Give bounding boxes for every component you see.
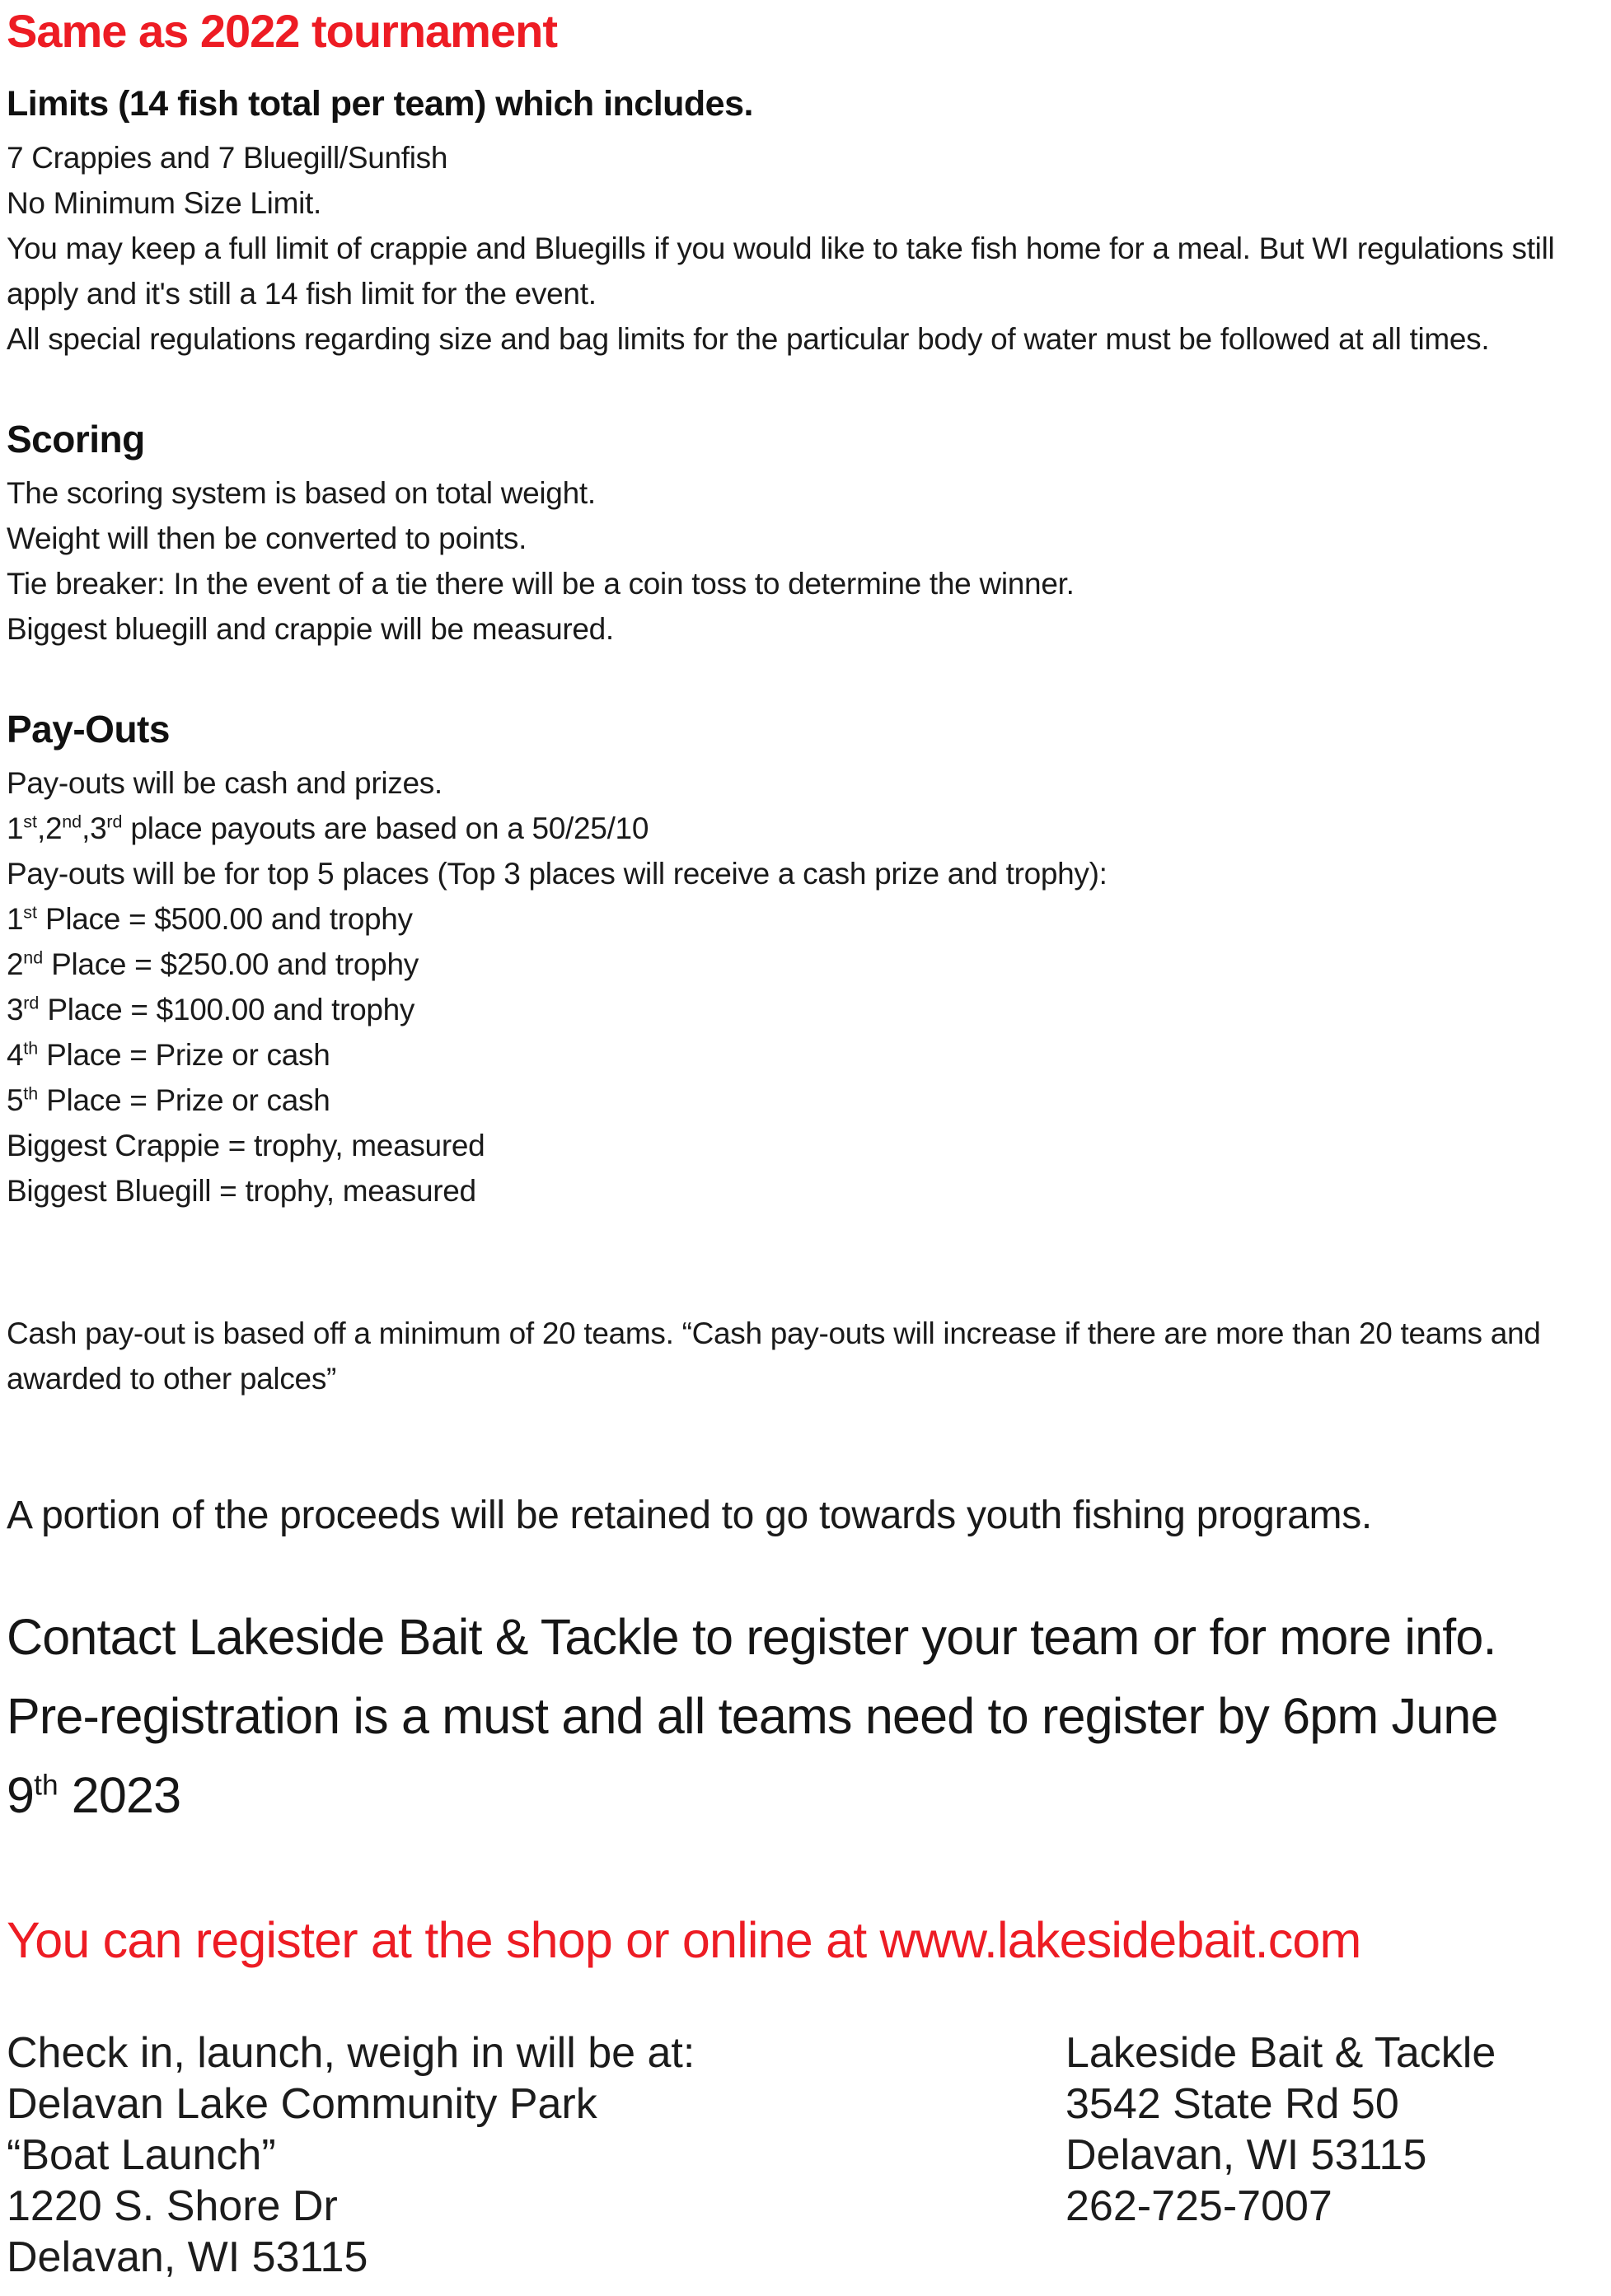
payout-line-cash-prizes: Pay-outs will be cash and prizes. (7, 766, 443, 800)
scoring-heading: Scoring (7, 418, 145, 461)
contact-registration-note: Contact Lakeside Bait & Tackle to register your team or for more info. Pre-registration is a must and all teams need to register by 6pm June 9th 2023 (7, 1609, 1498, 1823)
payout-line-4th: 4th Place = Prize or cash (7, 1038, 330, 1072)
payout-line-split: 1st,2nd,3rd place payouts are based on a 50/25/10 (7, 811, 649, 845)
payout-line-5th: 5th Place = Prize or cash (7, 1083, 330, 1117)
payout-line-1st: 1st Place = $500.00 and trophy (7, 902, 413, 936)
register-online-red-line: You can register at the shop or online at www.lakesidebait.com (7, 1912, 1361, 1968)
limits-line-regulations: All special regulations regarding size and bag limits for the particular body of water must be followed at all times. (7, 322, 1490, 356)
checkin-location-block (7, 2027, 1065, 2283)
proceeds-note: A portion of the proceeds will be retained to go towards youth fishing programs. (7, 1494, 1372, 1537)
checkin-line-intro: Check in, launch, weigh in will be at: (7, 2029, 695, 2077)
scoring-line-points: Weight will then be converted to points. (7, 521, 527, 555)
shop-address-block (1065, 2027, 1603, 2283)
checkin-line-park: Delavan Lake Community Park (7, 2080, 597, 2128)
limits-line-size: No Minimum Size Limit. (7, 186, 321, 220)
same-as-2022-heading: Same as 2022 tournament (7, 5, 557, 57)
payouts-heading: Pay-Outs (7, 708, 170, 751)
scoring-line-measured: Biggest bluegill and crappie will be measured. (7, 612, 614, 646)
shop-line-name: Lakeside Bait & Tackle (1065, 2029, 1496, 2077)
shop-line-phone: 262-725-7007 (1065, 2182, 1332, 2230)
footer (7, 2027, 1603, 2283)
shop-line-street: 3542 State Rd 50 (1065, 2080, 1399, 2128)
payout-line-biggest-bluegill: Biggest Bluegill = trophy, measured (7, 1174, 476, 1208)
limits-line-keep: You may keep a full limit of crappie and Bluegills if you would like to take fish home for a meal. But WI regulations still apply and it's still a 14 fish limit for the event. (7, 231, 1555, 311)
limits-line-species: 7 Crappies and 7 Bluegill/Sunfish (7, 141, 448, 175)
checkin-line-city: Delavan, WI 53115 (7, 2233, 368, 2281)
limits-heading: Limits (14 fish total per team) which includes. (7, 84, 753, 124)
payout-line-biggest-crappie: Biggest Crappie = trophy, measured (7, 1129, 485, 1162)
payout-line-3rd: 3rd Place = $100.00 and trophy (7, 993, 415, 1026)
payout-line-2nd: 2nd Place = $250.00 and trophy (7, 947, 419, 981)
shop-line-city: Delavan, WI 53115 (1065, 2131, 1427, 2179)
checkin-line-boat-launch: “Boat Launch” (7, 2131, 276, 2179)
checkin-line-street: 1220 S. Shore Dr (7, 2182, 338, 2230)
scoring-line-tiebreaker: Tie breaker: In the event of a tie there will be a coin toss to determine the winner. (7, 567, 1075, 601)
cash-minimum-note: Cash pay-out is based off a minimum of 20 teams. “Cash pay-outs will increase if there are more than 20 teams and awarded to other palces” (7, 1316, 1541, 1396)
payout-line-top5: Pay-outs will be for top 5 places (Top 3 places will receive a cash prize and trophy): (7, 857, 1108, 891)
scoring-line-weight: The scoring system is based on total weight. (7, 476, 596, 510)
